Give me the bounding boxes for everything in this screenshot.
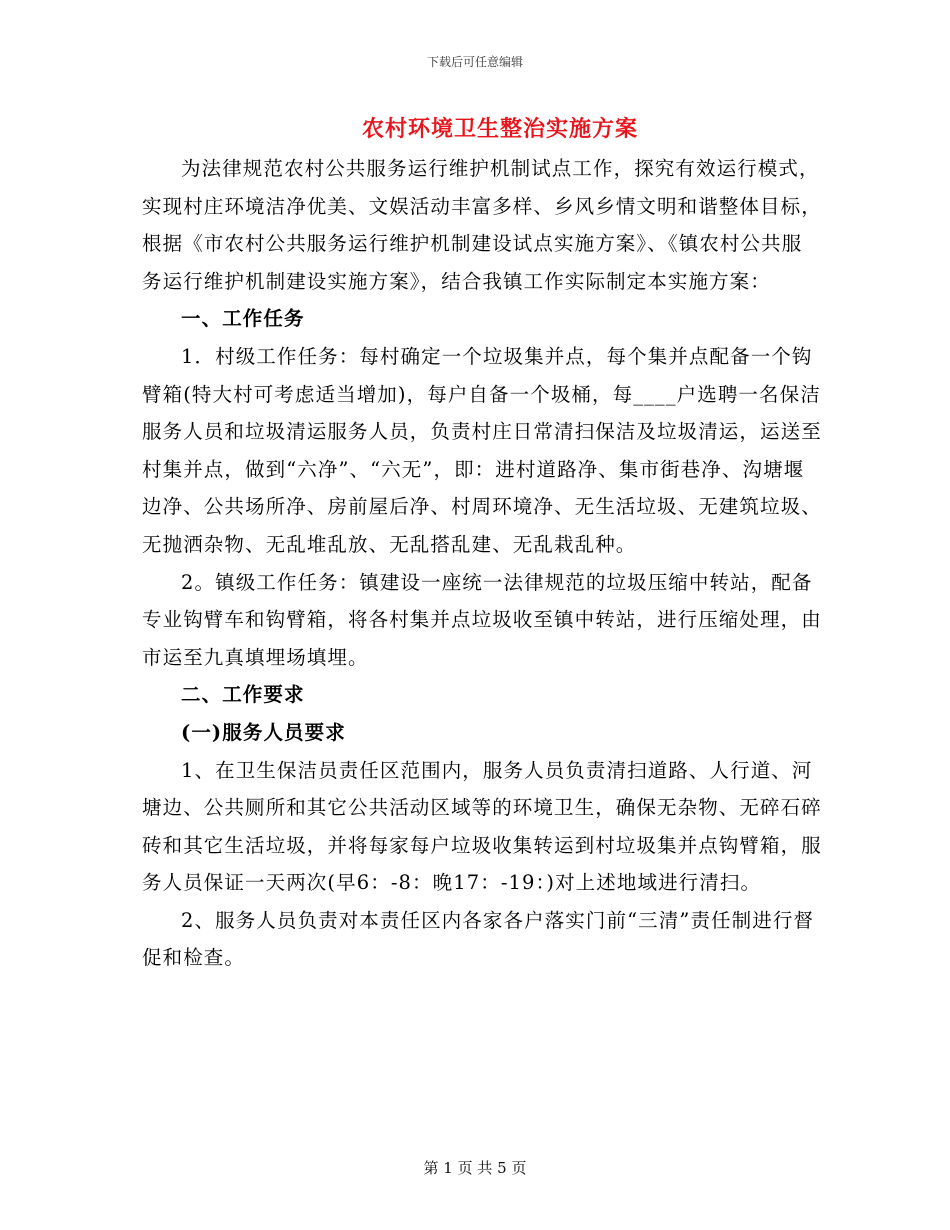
- subsection-heading-staff-requirements: (一)服务人员要求: [181, 720, 346, 744]
- section-heading-work-tasks: 一、工作任务: [181, 307, 305, 331]
- header-note: 下载后可任意编辑: [426, 55, 523, 69]
- page-number: 第 1 页 共 5 页: [423, 1159, 527, 1177]
- intro-paragraph: 为法律规范农村公共服务运行维护机制试点工作，探究有效运行模式，实现村庄环境洁净优美、文娱活动丰富多样、乡风乡情文明和谐整体目标，根据《市农村公共服务运行维护机制建设试点实施方案》、《镇农村公共服务运行维护机制建设实施方案》，结合我镇工作实际制定本实施方案：: [142, 157, 822, 293]
- document-title: 农村环境卫生整治实施方案: [361, 116, 638, 142]
- section-heading-work-requirements: 二、工作要求: [181, 683, 305, 707]
- paragraph-supervision-duties: 2、服务人员负责对本责任区内各家各户落实门前“三清”责任制进行督促和检查。: [142, 908, 815, 970]
- paragraph-town-tasks: 2。镇级工作任务：镇建设一座统一法律规范的垃圾压缩中转站，配备专业钩臂车和钩臂箱，将各村集并点垃圾收至镇中转站，进行压缩处理，由市运至九真填埋场填埋。: [142, 570, 822, 669]
- document-body: [142, 150, 822, 977]
- paragraph-cleaning-duties: 1、在卫生保洁员责任区范围内，服务人员负责清扫道路、人行道、河塘边、公共厕所和其它公共活动区域等的环境卫生，确保无杂物、无碎石碎砖和其它生活垃圾，并将每家每户垃圾收集转运到村垃圾集并点钩臂箱，服务人员保证一天两次(早6：-8：晚17：-19：)对上述地域进行清扫。: [142, 758, 822, 895]
- paragraph-village-tasks: 1．村级工作任务：每村确定一个垃圾集并点，每个集并点配备一个钩臂箱(特大村可考虑适当增加)，每户自备一个圾桶，每____户选聘一名保洁服务人员和垃圾清运服务人员，负责村庄日常清扫保洁及垃圾清运，运送至村集并点，做到“六净”、“六无”，即：进村道路净、集市街巷净、沟塘堰边净、公共场所净、房前屋后净、村周环境净、无生活垃圾、无建筑垃圾、无抛洒杂物、无乱堆乱放、无乱搭乱建、无乱栽乱种。: [142, 344, 822, 556]
